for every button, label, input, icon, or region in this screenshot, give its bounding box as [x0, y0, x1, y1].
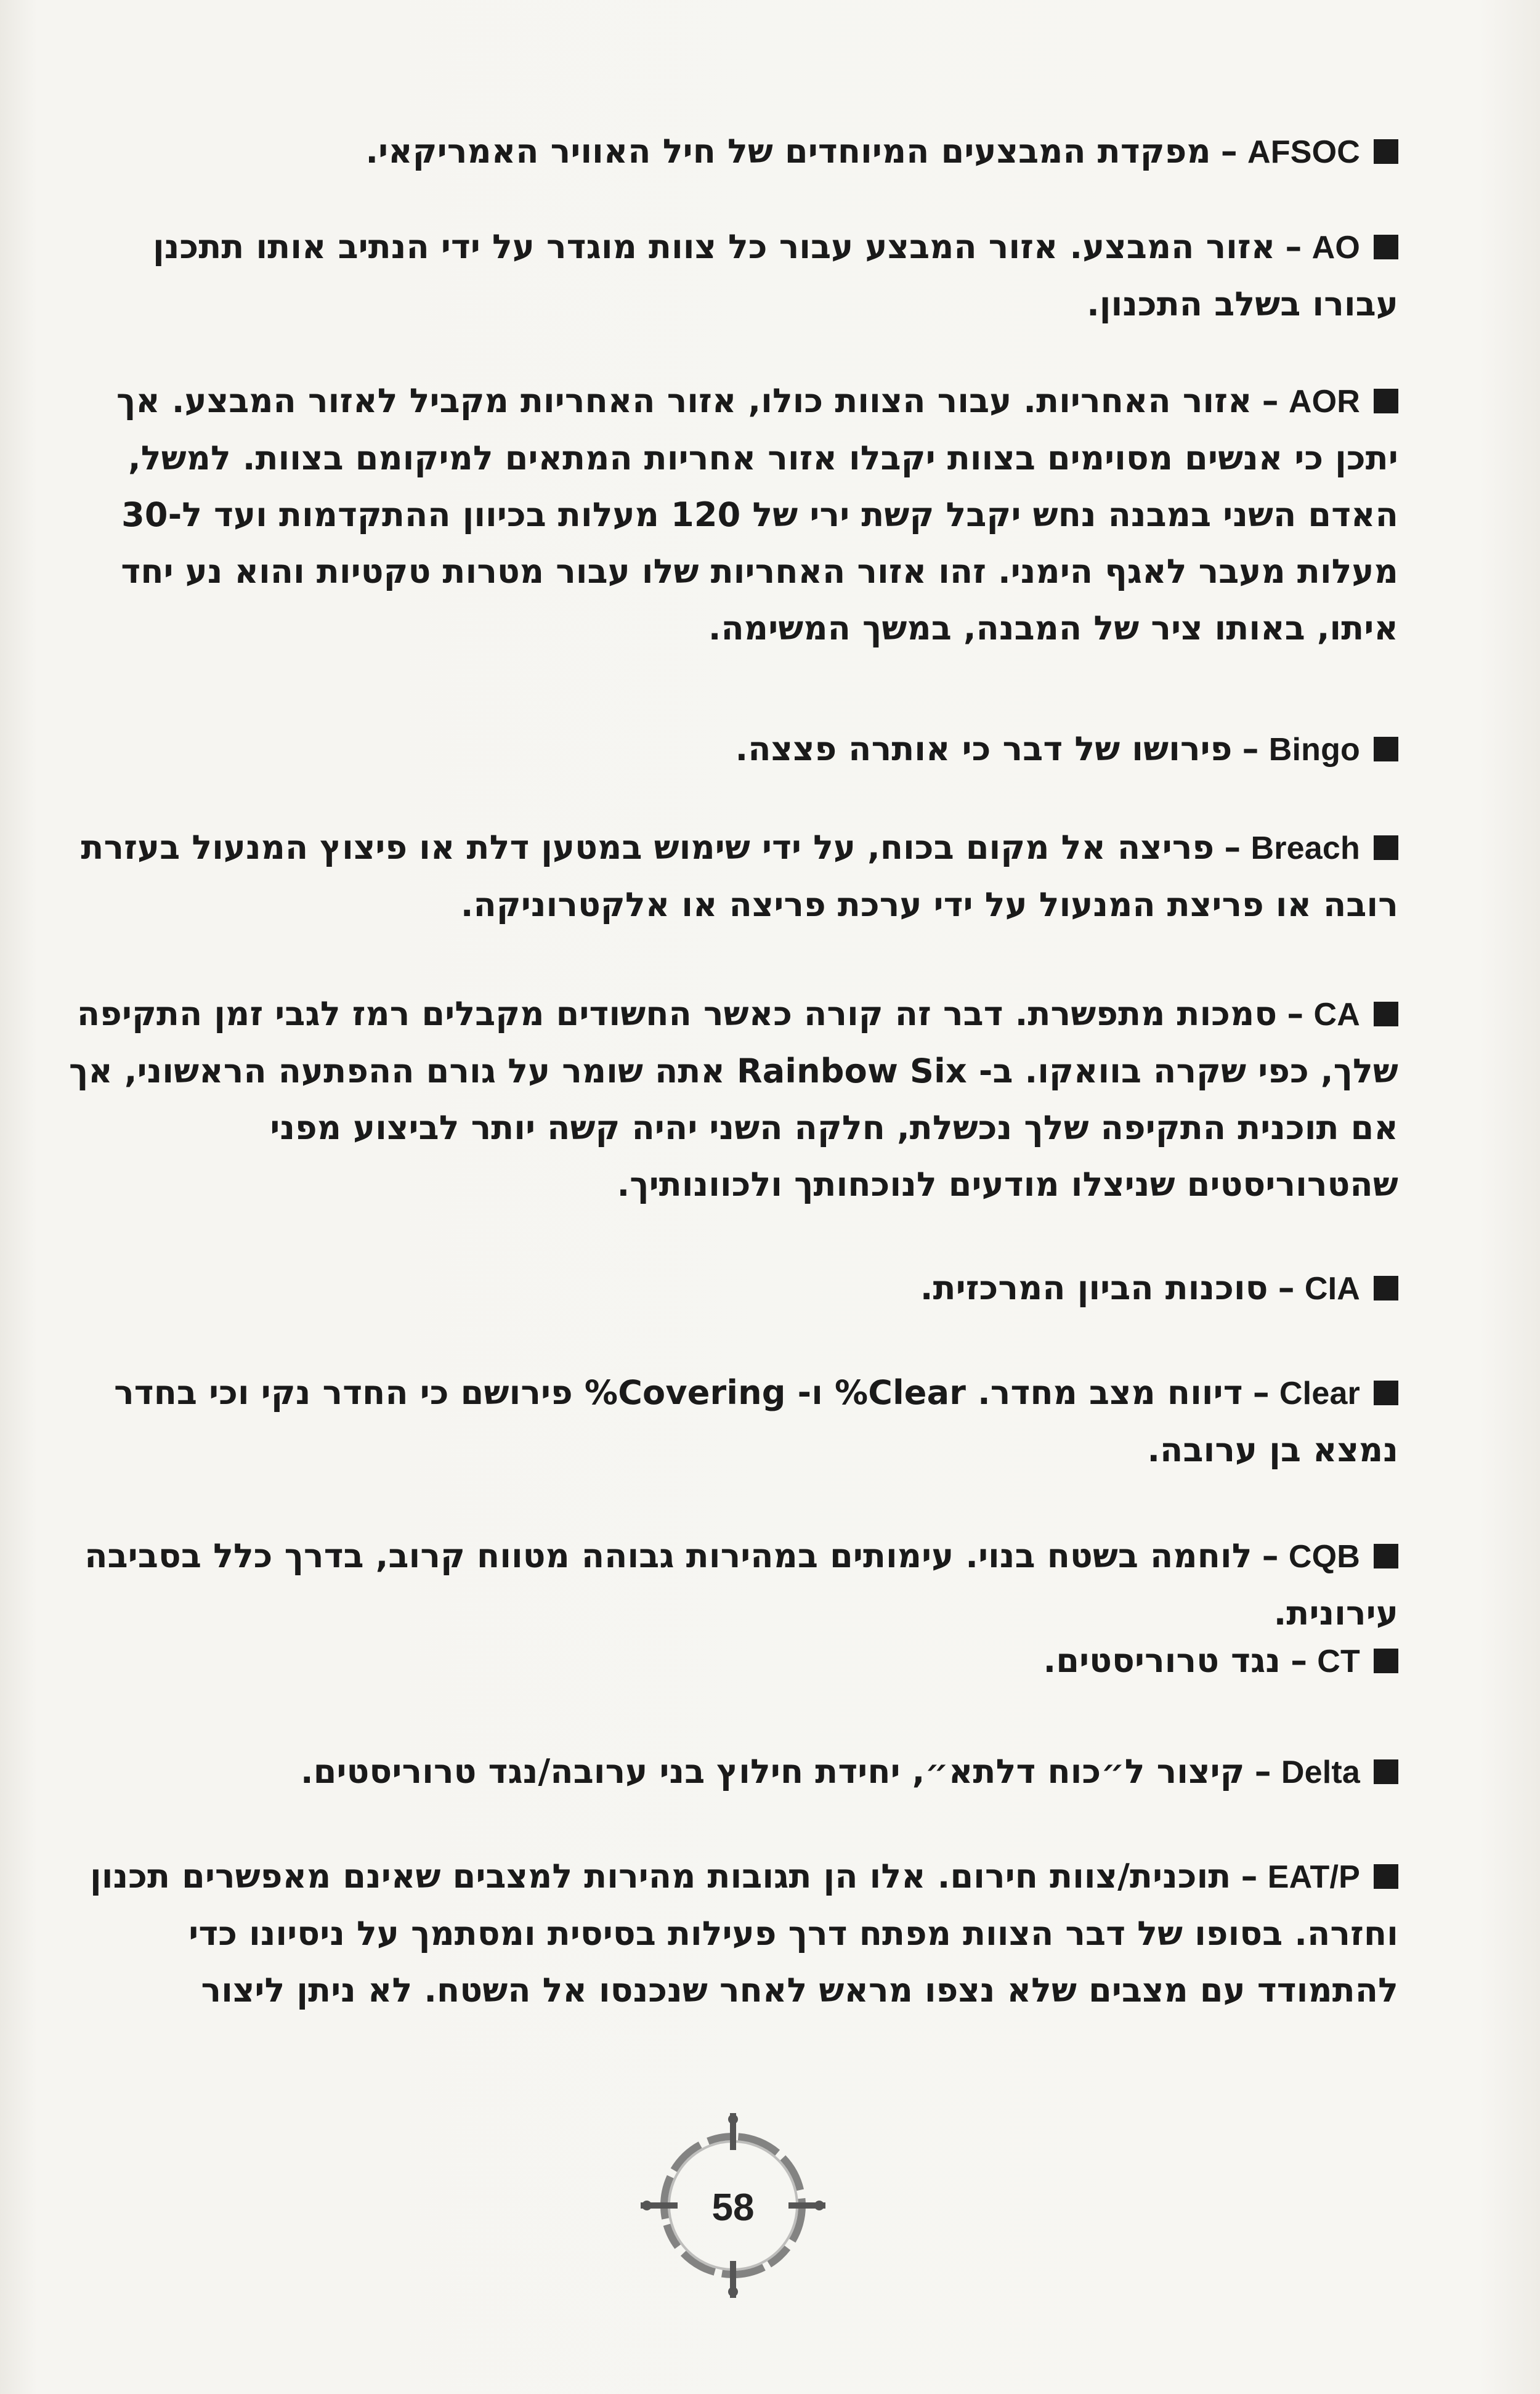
glossary-definition: מפקדת המבצעים המיוחדים של חיל האוויר האמריקאי. — [365, 132, 1211, 171]
glossary-term: CQB — [1288, 1539, 1360, 1575]
glossary-term: CA — [1313, 997, 1360, 1033]
term-dash: – — [1262, 1536, 1279, 1575]
square-bullet-icon — [1374, 1381, 1398, 1405]
glossary-definition: נגד טרוריסטים. — [1043, 1641, 1281, 1680]
glossary-term: EAT/P — [1267, 1859, 1360, 1895]
glossary-entry-bingo — [68, 721, 1398, 778]
glossary-entry-aor — [68, 373, 1398, 657]
glossary-entry-cia — [68, 1260, 1398, 1317]
page-number: 58 — [711, 2186, 755, 2229]
term-dash: – — [1220, 132, 1238, 171]
glossary-term: AO — [1311, 230, 1360, 266]
term-dash: – — [1278, 1268, 1295, 1307]
term-dash: – — [1287, 994, 1304, 1033]
square-bullet-icon — [1374, 1864, 1398, 1889]
glossary-definition: פריצה אל מקום בכוח, על ידי שימוש במטען דלת או פיצוץ המנעול בעזרת רובה או פריצת המנעול על ידי ערכת פריצה או אלקטרוניקה. — [81, 828, 1398, 924]
term-dash: – — [1262, 381, 1279, 420]
glossary-definition: אזור המבצע. אזור המבצע עבור כל צוות מוגדר על ידי הנתיב אותו תתכנן עבורו בשלב התכנון. — [153, 227, 1398, 323]
glossary-definition: לוחמה בשטח בנוי. עימותים במהירות גבוהה מטווח קרוב, בדרך כלל בסביבה עירונית. — [84, 1536, 1398, 1633]
glossary-definition: פירושו של דבר כי אותרה פצצה. — [735, 729, 1233, 768]
glossary-entry-ao — [68, 219, 1398, 333]
square-bullet-icon — [1374, 737, 1398, 761]
glossary-definition: סוכנות הביון המרכזית. — [920, 1268, 1268, 1307]
glossary-term: CT — [1317, 1644, 1360, 1679]
glossary-entry-afsoc — [68, 123, 1398, 181]
glossary-entry-eatp — [68, 1848, 1398, 2019]
term-dash: – — [1241, 1857, 1258, 1896]
glossary-term: AFSOC — [1247, 134, 1360, 170]
glossary-entry-delta — [68, 1743, 1398, 1801]
term-dash: – — [1285, 227, 1302, 266]
glossary-term: Bingo — [1268, 732, 1360, 768]
glossary-term: CIA — [1304, 1271, 1360, 1307]
glossary-definition: אזור האחריות. עבור הצוות כולו, אזור האחריות מקביל לאזור המבצע. אך יתכן כי אנשים מסוימים בצוות יקבלו אזור אחריות המתאים למיקומם בצוות. למשל, האדם השני במבנה נחש יקבל קשת ירי של 120 מעלות בכיוון ההתקדמות ועד ל-30 מעלות מעבר לאגף הימני. זהו אזור האחריות שלו עבור מטרות טקטיות והוא נע יחד איתו, באותו ציר של המבנה, במשך המשימה. — [116, 381, 1398, 647]
glossary-entry-ct — [68, 1633, 1398, 1690]
glossary-term: Breach — [1250, 830, 1360, 866]
square-bullet-icon — [1374, 1276, 1398, 1300]
glossary-definition: דיווח מצב מחדר. Clear% ו- Covering% פירושם כי החדר נקי וכי בחדר נמצא בן ערובה. — [114, 1373, 1398, 1469]
glossary-term: Delta — [1281, 1755, 1360, 1790]
term-dash: – — [1252, 1373, 1270, 1412]
square-bullet-icon — [1374, 235, 1398, 259]
glossary-entry-breach — [68, 819, 1398, 933]
glossary-entry-ca — [68, 986, 1398, 1213]
page-footer — [634, 2107, 832, 2304]
glossary-definition: תוכנית/צוות חירום. אלו הן תגובות מהירות למצבים שאינם מאפשרים תכנון וחזרה. בסופו של דבר הצוות מפתח דרך פעילות בסיסית ומסתמך על ניסיונו כדי להתמודד עם מצבים שלא נצפו מראש לאחר שנכנסו אל השטח. לא ניתן ליצור — [90, 1857, 1398, 2010]
term-dash: – — [1242, 729, 1259, 768]
glossary-definition: סמכות מתפשרת. דבר זה קורה כאשר החשודים מקבלים רמז לגבי זמן התקיפה שלך, כפי שקרה בוואקו. ב- Rainbow Six אתה שומר על גורם ההפתעה הראשוני, אך אם תוכנית התקיפה שלך נכשלת, חלקה השני יהיה קשה יותר לביצוע מפני שהטרוריסטים שניצלו מודעים לנוכחותך ולכוונותיך. — [68, 994, 1398, 1204]
term-dash: – — [1254, 1752, 1271, 1791]
square-bullet-icon — [1374, 835, 1398, 860]
square-bullet-icon — [1374, 389, 1398, 413]
glossary-entry-clear — [68, 1365, 1398, 1479]
glossary-definition: קיצור ל״כוח דלתא״, יחידת חילוץ בני ערובה/נגד טרוריסטים. — [301, 1752, 1245, 1791]
square-bullet-icon — [1374, 1649, 1398, 1673]
glossary-term: Clear — [1279, 1376, 1360, 1411]
square-bullet-icon — [1374, 139, 1398, 164]
term-dash: – — [1291, 1641, 1308, 1680]
glossary-entry-cqb — [68, 1528, 1398, 1642]
glossary-term: AOR — [1288, 384, 1360, 420]
square-bullet-icon — [1374, 1759, 1398, 1784]
term-dash: – — [1224, 828, 1241, 867]
square-bullet-icon — [1374, 1002, 1398, 1026]
square-bullet-icon — [1374, 1544, 1398, 1568]
